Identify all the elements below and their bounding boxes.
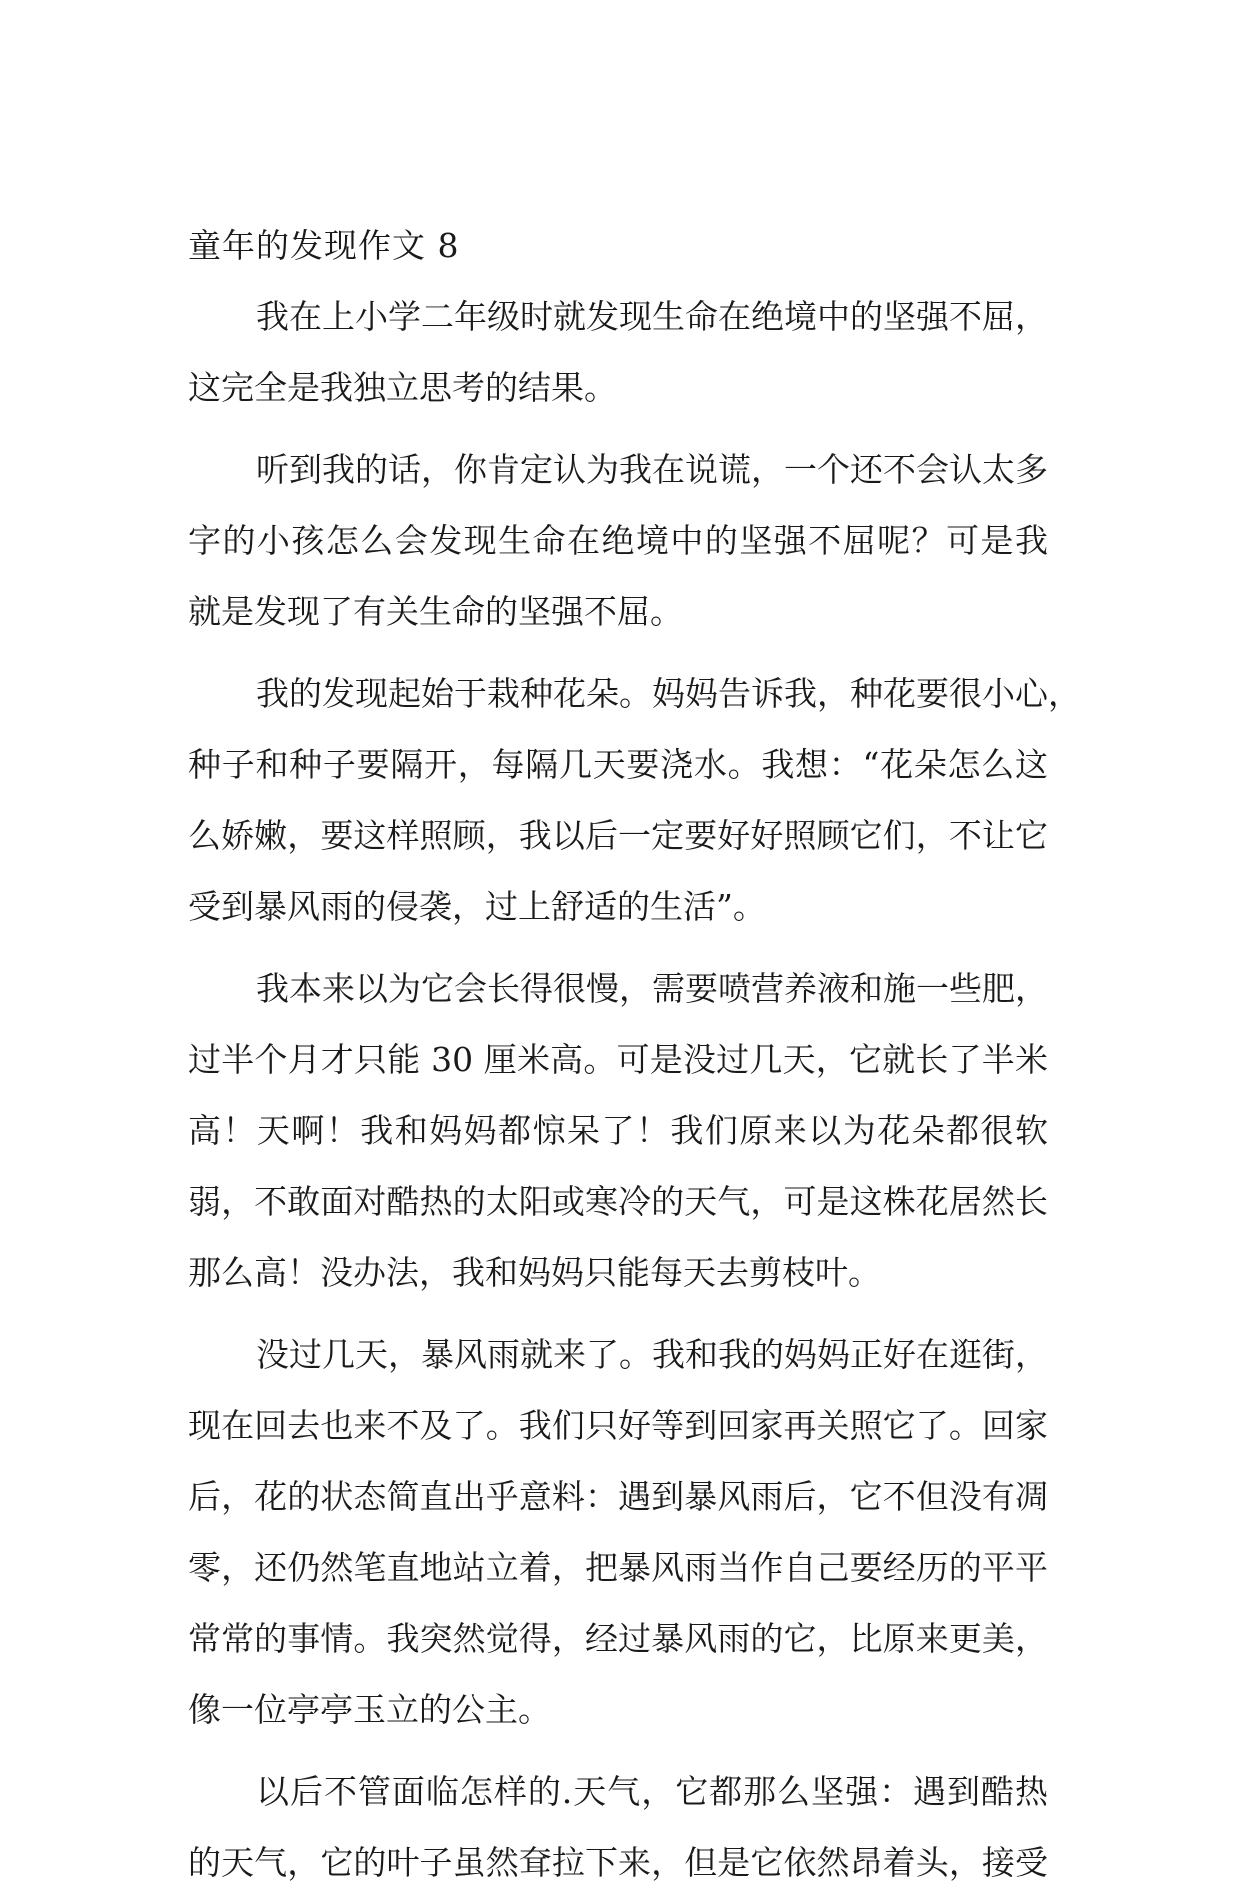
text-line: 零，还仍然笔直地站立着，把暴风雨当作自己要经历的平平 bbox=[188, 1548, 1048, 1587]
text-line: 现在回去也来不及了。我们只好等到回家再关照它了。回家 bbox=[188, 1406, 1048, 1445]
text-line: 受到暴风雨的侵袭，过上舒适的生活”。 bbox=[188, 887, 766, 926]
paragraph-2 bbox=[188, 434, 1048, 647]
text-line: 那么高！没办法，我和妈妈只能每天去剪枝叶。 bbox=[188, 1253, 881, 1292]
text-line: 弱，不敢面对酷热的太阳或寒冷的天气，可是这株花居然长 bbox=[188, 1182, 1048, 1221]
text-line: 过半个月才只能 30 厘米高。可是没过几天，它就长了半米 bbox=[188, 1040, 1048, 1079]
text-line: 种子和种子要隔开，每隔几天要浇水。我想：“花朵怎么这 bbox=[188, 745, 1048, 784]
document-title: 童年的发现作文 8 bbox=[188, 226, 460, 265]
text-line: 的天气，它的叶子虽然耷拉下来，但是它依然昂着头，接受 bbox=[188, 1843, 1048, 1882]
text-line: 我的发现起始于栽种花朵。妈妈告诉我，种花要很小心， bbox=[256, 674, 1081, 713]
text-line: 就是发现了有关生命的坚强不屈。 bbox=[188, 592, 683, 631]
text-line: 我本来以为它会长得很慢，需要喷营养液和施一些肥， bbox=[256, 969, 1048, 1008]
document-page bbox=[188, 222, 1081, 1898]
text-line: 没过几天，暴风雨就来了。我和我的妈妈正好在逛街， bbox=[256, 1335, 1048, 1374]
text-line: 我在上小学二年级时就发现生命在绝境中的坚强不屈， bbox=[256, 297, 1048, 336]
text-line: 听到我的话，你肯定认为我在说谎，一个还不会认太多 bbox=[256, 450, 1048, 489]
text-line: 常常的事情。我突然觉得，经过暴风雨的它，比原来更美， bbox=[188, 1619, 1048, 1658]
text-line: 后，花的状态简直出乎意料：遇到暴风雨后，它不但没有凋 bbox=[188, 1477, 1048, 1516]
text-line: 这完全是我独立思考的结果。 bbox=[188, 368, 617, 407]
text-line: 高！天啊！我和妈妈都惊呆了！我们原来以为花朵都很软 bbox=[188, 1111, 1048, 1150]
text-line: 字的小孩怎么会发现生命在绝境中的坚强不屈呢？可是我 bbox=[188, 521, 1048, 560]
paragraph-1 bbox=[188, 281, 1048, 423]
text-line: 以后不管面临怎样的.天气，它都那么坚强：遇到酷热 bbox=[256, 1772, 1048, 1811]
text-line: 像一位亭亭玉立的公主。 bbox=[188, 1690, 551, 1729]
text-line: 么娇嫩，要这样照顾，我以后一定要好好照顾它们，不让它 bbox=[188, 816, 1048, 855]
paragraph-4 bbox=[188, 953, 1048, 1308]
paragraph-6 bbox=[188, 1756, 1048, 1898]
paragraph-3 bbox=[188, 658, 1081, 942]
paragraph-5 bbox=[188, 1319, 1048, 1745]
